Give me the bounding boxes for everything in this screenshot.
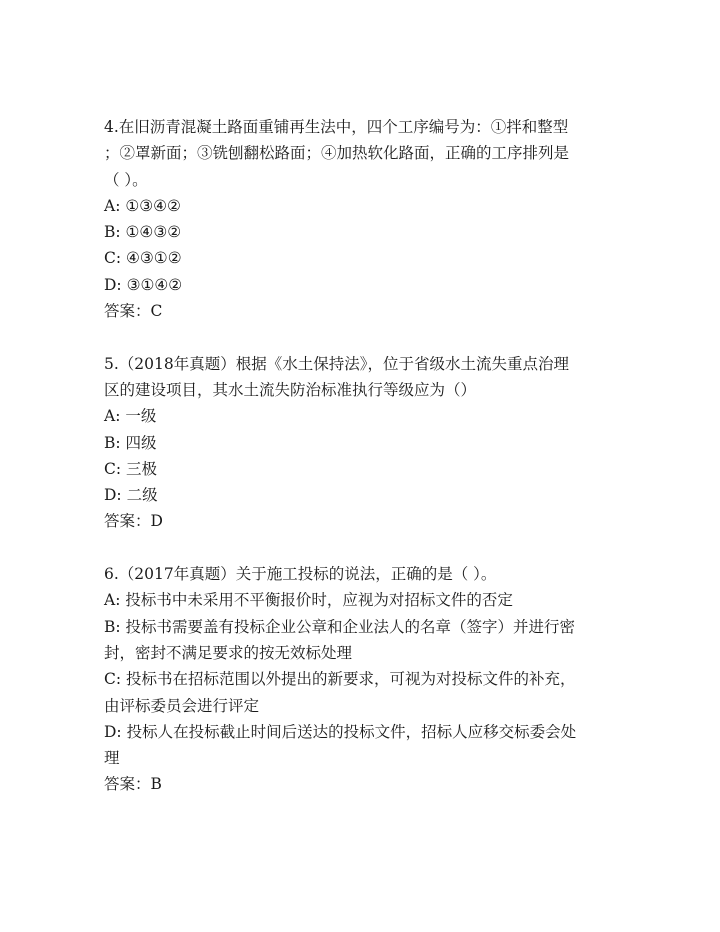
- question-stem-line: 4.在旧沥青混凝土路面重铺再生法中，四个工序编号为：①拌和整型: [104, 118, 569, 136]
- option-b: B: 四级: [104, 433, 157, 452]
- option-b-continued: 封，密封不满足要求的按无效标处理: [104, 643, 353, 662]
- option-b: B: ①④③②: [104, 223, 182, 242]
- document-page: [104, 114, 624, 798]
- question-stem-line: 5.（2018年真题）根据《水土保持法》，位于省级水土流失重点治理: [104, 354, 569, 373]
- option-d: D: 二级: [104, 486, 158, 505]
- option-c-continued: 由评标委员会进行评定: [104, 696, 260, 715]
- question-stem-line: 区的建设项目，其水土流失防治标准执行等级应为（）: [104, 380, 477, 399]
- question-5: [104, 351, 624, 535]
- answer-line: 答案：B: [104, 775, 162, 794]
- option-d: D: ③①④②: [104, 275, 183, 294]
- option-c: C: ④③①②: [104, 249, 182, 268]
- option-d: D: 投标人在投标截止时间后送达的投标文件，招标人应移交标委会处: [104, 722, 577, 741]
- spacer: [104, 535, 624, 561]
- option-a: A: ①③④②: [104, 196, 181, 215]
- option-c: C: 三极: [104, 459, 158, 478]
- answer-line: 答案：D: [104, 512, 163, 531]
- option-d-continued: 理: [104, 749, 120, 768]
- option-b: B: 投标书需要盖有投标企业公章和企业法人的名章（签字）并进行密: [104, 617, 576, 636]
- question-4: [104, 114, 624, 324]
- question-stem-line: （ ）。: [104, 170, 148, 189]
- option-c: C: 投标书在招标范围以外提出的新要求，可视为对投标文件的补充，: [104, 670, 576, 689]
- option-a: A: 一级: [104, 407, 157, 426]
- question-6: [104, 561, 624, 798]
- question-stem-line: 6.（2017年真题）关于施工投标的说法，正确的是（ ）。: [104, 565, 497, 584]
- spacer: [104, 324, 624, 350]
- option-a: A: 投标书中未采用不平衡报价时，应视为对招标文件的否定: [104, 591, 513, 610]
- answer-line: 答案：C: [104, 302, 163, 321]
- question-stem-line: ；②罩新面；③铣刨翻松路面；④加热软化路面，正确的工序排列是: [104, 144, 570, 163]
